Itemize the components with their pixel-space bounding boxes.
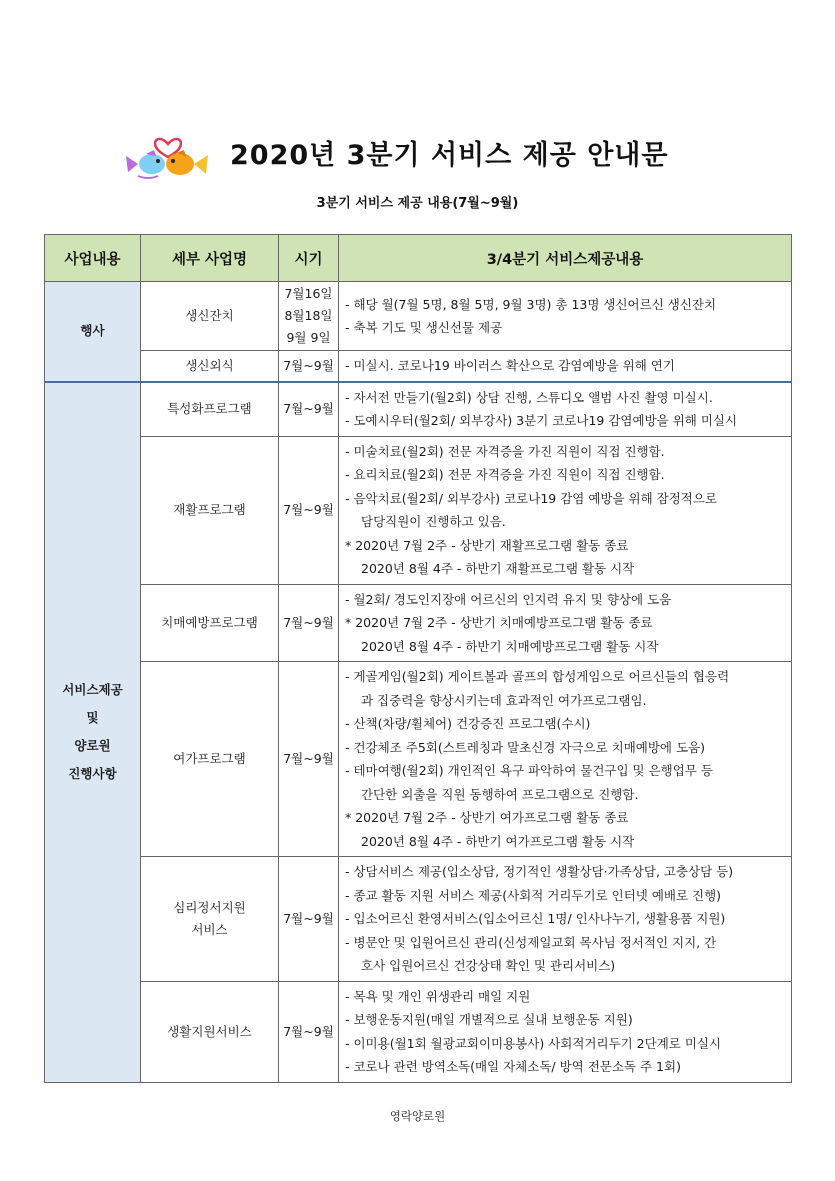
table-row bbox=[45, 857, 792, 982]
footer-org-name: 영락양로원 bbox=[389, 1109, 446, 1123]
header-program: 세부 사업명 bbox=[141, 235, 279, 282]
category-line: 양로원 bbox=[74, 738, 111, 753]
table-row bbox=[45, 436, 792, 584]
program-name bbox=[141, 857, 279, 982]
content-line: * 2020년 7월 2주 - 상반기 재활프로그램 활동 종료 bbox=[345, 537, 629, 553]
header-content: 3/4분기 서비스제공내용 bbox=[339, 235, 792, 282]
category-cell: 행사 bbox=[45, 282, 141, 382]
category-line: 및 bbox=[86, 710, 99, 725]
header-category: 사업내용 bbox=[45, 235, 141, 282]
content-cell bbox=[339, 436, 792, 584]
program-name: 생신외식 bbox=[141, 351, 279, 382]
content-cell bbox=[339, 382, 792, 437]
page-title: 2020년 3분기 서비스 제공 안내문 bbox=[230, 140, 669, 171]
program-name: 재활프로그램 bbox=[141, 436, 279, 584]
content-line: 담당직원이 진행하고 있음. bbox=[361, 514, 506, 529]
period-cell: 7월~9월 bbox=[279, 382, 339, 437]
content-cell bbox=[339, 584, 792, 662]
service-table bbox=[44, 234, 792, 1083]
content-line: - 테마여행(월2회) 개인적인 욕구 파악하여 물건구입 및 은행업무 등 bbox=[345, 763, 713, 778]
period-cell: 7월~9월 bbox=[279, 436, 339, 584]
content-line: - 건강체조 주5회(스트레칭과 말초신경 자극으로 치매예방에 도움) bbox=[345, 739, 706, 755]
content-line: - 미실시. 코로나19 바이러스 확산으로 감염예방을 위해 연기 bbox=[345, 358, 675, 373]
title-row bbox=[0, 118, 835, 188]
content-line: - 이미용(월1회 월광교회이미용봉사) 사회적거리두기 2단계로 미실시 bbox=[345, 1035, 722, 1051]
content-line: - 목욕 및 개인 위생관리 매일 지원 bbox=[345, 988, 531, 1004]
content-line: - 병문안 및 입원어르신 관리(신성제일교회 목사님 정서적인 지지, 간 bbox=[345, 934, 717, 950]
content-cell bbox=[339, 981, 792, 1082]
category-line: 서비스제공 bbox=[62, 682, 123, 697]
content-line: - 코로나 관련 방역소독(매일 자체소독/ 방역 전문소독 주 1회) bbox=[345, 1059, 681, 1074]
period-line: 7월16일 bbox=[284, 286, 333, 301]
content-line: - 도예시우터(월2회/ 외부강사) 3분기 코로나19 감염예방을 위해 미실시 bbox=[345, 413, 738, 428]
fish-heart-icon bbox=[118, 124, 218, 184]
content-line: 2020년 8월 4주 - 하반기 여가프로그램 활동 시작 bbox=[361, 833, 635, 849]
table-row bbox=[45, 584, 792, 662]
program-name-line: 서비스 bbox=[191, 921, 228, 937]
content-cell bbox=[339, 351, 792, 382]
content-line: - 게골게임(월2회) 게이트볼과 골프의 합성게임으로 어르신들의 협응력 bbox=[345, 669, 730, 684]
table-header-row bbox=[45, 235, 792, 282]
category-line: 진행사항 bbox=[68, 766, 117, 781]
table-row bbox=[45, 662, 792, 857]
period-cell bbox=[279, 351, 339, 382]
content-cell bbox=[339, 282, 792, 351]
content-line: 과 집중력을 향상시키는데 효과적인 여가프로그램임. bbox=[361, 692, 647, 708]
table-row bbox=[45, 282, 792, 351]
content-line: 간단한 외출을 직원 동행하여 프로그램으로 진행함. bbox=[361, 786, 639, 802]
program-name: 생활지원서비스 bbox=[141, 981, 279, 1082]
table-row bbox=[45, 351, 792, 382]
period-line: 8월18일 bbox=[284, 308, 333, 323]
content-line: - 입소어르신 환영서비스(입소어르신 1명/ 인사나누기, 생활용품 지원) bbox=[345, 911, 726, 926]
header-period: 시기 bbox=[279, 235, 339, 282]
content-line: - 자서전 만들기(월2회) 상담 진행, 스튜디오 앨범 사진 촬영 미실시. bbox=[345, 389, 713, 405]
content-cell bbox=[339, 662, 792, 857]
content-line: * 2020년 7월 2주 - 상반기 치매예방프로그램 활동 종료 bbox=[345, 615, 653, 630]
program-name: 치매예방프로그램 bbox=[141, 584, 279, 662]
content-line: - 미술치료(월2회) 전문 자격증을 가진 직원이 직접 진행함. bbox=[345, 443, 665, 459]
period-cell: 7월~9월 bbox=[279, 857, 339, 982]
content-line: - 보행운동지원(매일 개별적으로 실내 보행운동 지원) bbox=[345, 1012, 633, 1027]
table-row bbox=[45, 981, 792, 1082]
content-line: * 2020년 7월 2주 - 상반기 여가프로그램 활동 종료 bbox=[345, 810, 629, 825]
content-line: - 요리치료(월2회) 전문 자격증을 가진 직원이 직접 진행함. bbox=[345, 467, 665, 482]
content-line: 호사 입원어르신 건강상태 확인 및 관리서비스) bbox=[361, 958, 616, 973]
content-line: - 월2회/ 경도인지장애 어르신의 인지력 유지 및 향상에 도움 bbox=[345, 591, 672, 607]
period-line: 9월 9일 bbox=[286, 330, 331, 345]
content-cell bbox=[339, 857, 792, 982]
period-cell: 7월~9월 bbox=[279, 981, 339, 1082]
period-cell: 7월~9월 bbox=[279, 584, 339, 662]
content-line: - 산책(차량/휠체어) 건강증진 프로그램(수시) bbox=[345, 716, 591, 731]
category-cell bbox=[45, 382, 141, 1083]
subtitle: 3분기 서비스 제공 내용(7월~9월) bbox=[316, 196, 519, 211]
content-line: - 상담서비스 제공(입소상담, 정기적인 생활상담·가족상담, 고충상담 등) bbox=[345, 864, 734, 879]
content-line: 2020년 8월 4주 - 하반기 재활프로그램 활동 시작 bbox=[361, 561, 635, 576]
content-line: 2020년 8월 4주 - 하반기 치매예방프로그램 활동 시작 bbox=[361, 638, 659, 654]
program-name: 특성화프로그램 bbox=[141, 382, 279, 437]
period-line: 7월~9월 bbox=[283, 357, 334, 373]
period-cell: 7월~9월 bbox=[279, 662, 339, 857]
program-name: 생신잔치 bbox=[141, 282, 279, 351]
content-line: - 종교 활동 지원 서비스 제공(사회적 거리두기로 인터넷 예배로 진행) bbox=[345, 887, 722, 903]
table-row bbox=[45, 382, 792, 437]
content-line: - 해당 월(7월 5명, 8월 5명, 9월 3명) 총 13명 생신어르신 생신잔치 bbox=[345, 296, 717, 312]
content-line: - 축복 기도 및 생신선물 제공 bbox=[345, 320, 503, 335]
program-name-line: 심리정서지원 bbox=[173, 899, 246, 915]
content-line: - 음악치료(월2회/ 외부강사) 코로나19 감염 예방을 위해 잠정적으로 bbox=[345, 490, 718, 506]
program-name: 여가프로그램 bbox=[141, 662, 279, 857]
period-cell bbox=[279, 282, 339, 351]
